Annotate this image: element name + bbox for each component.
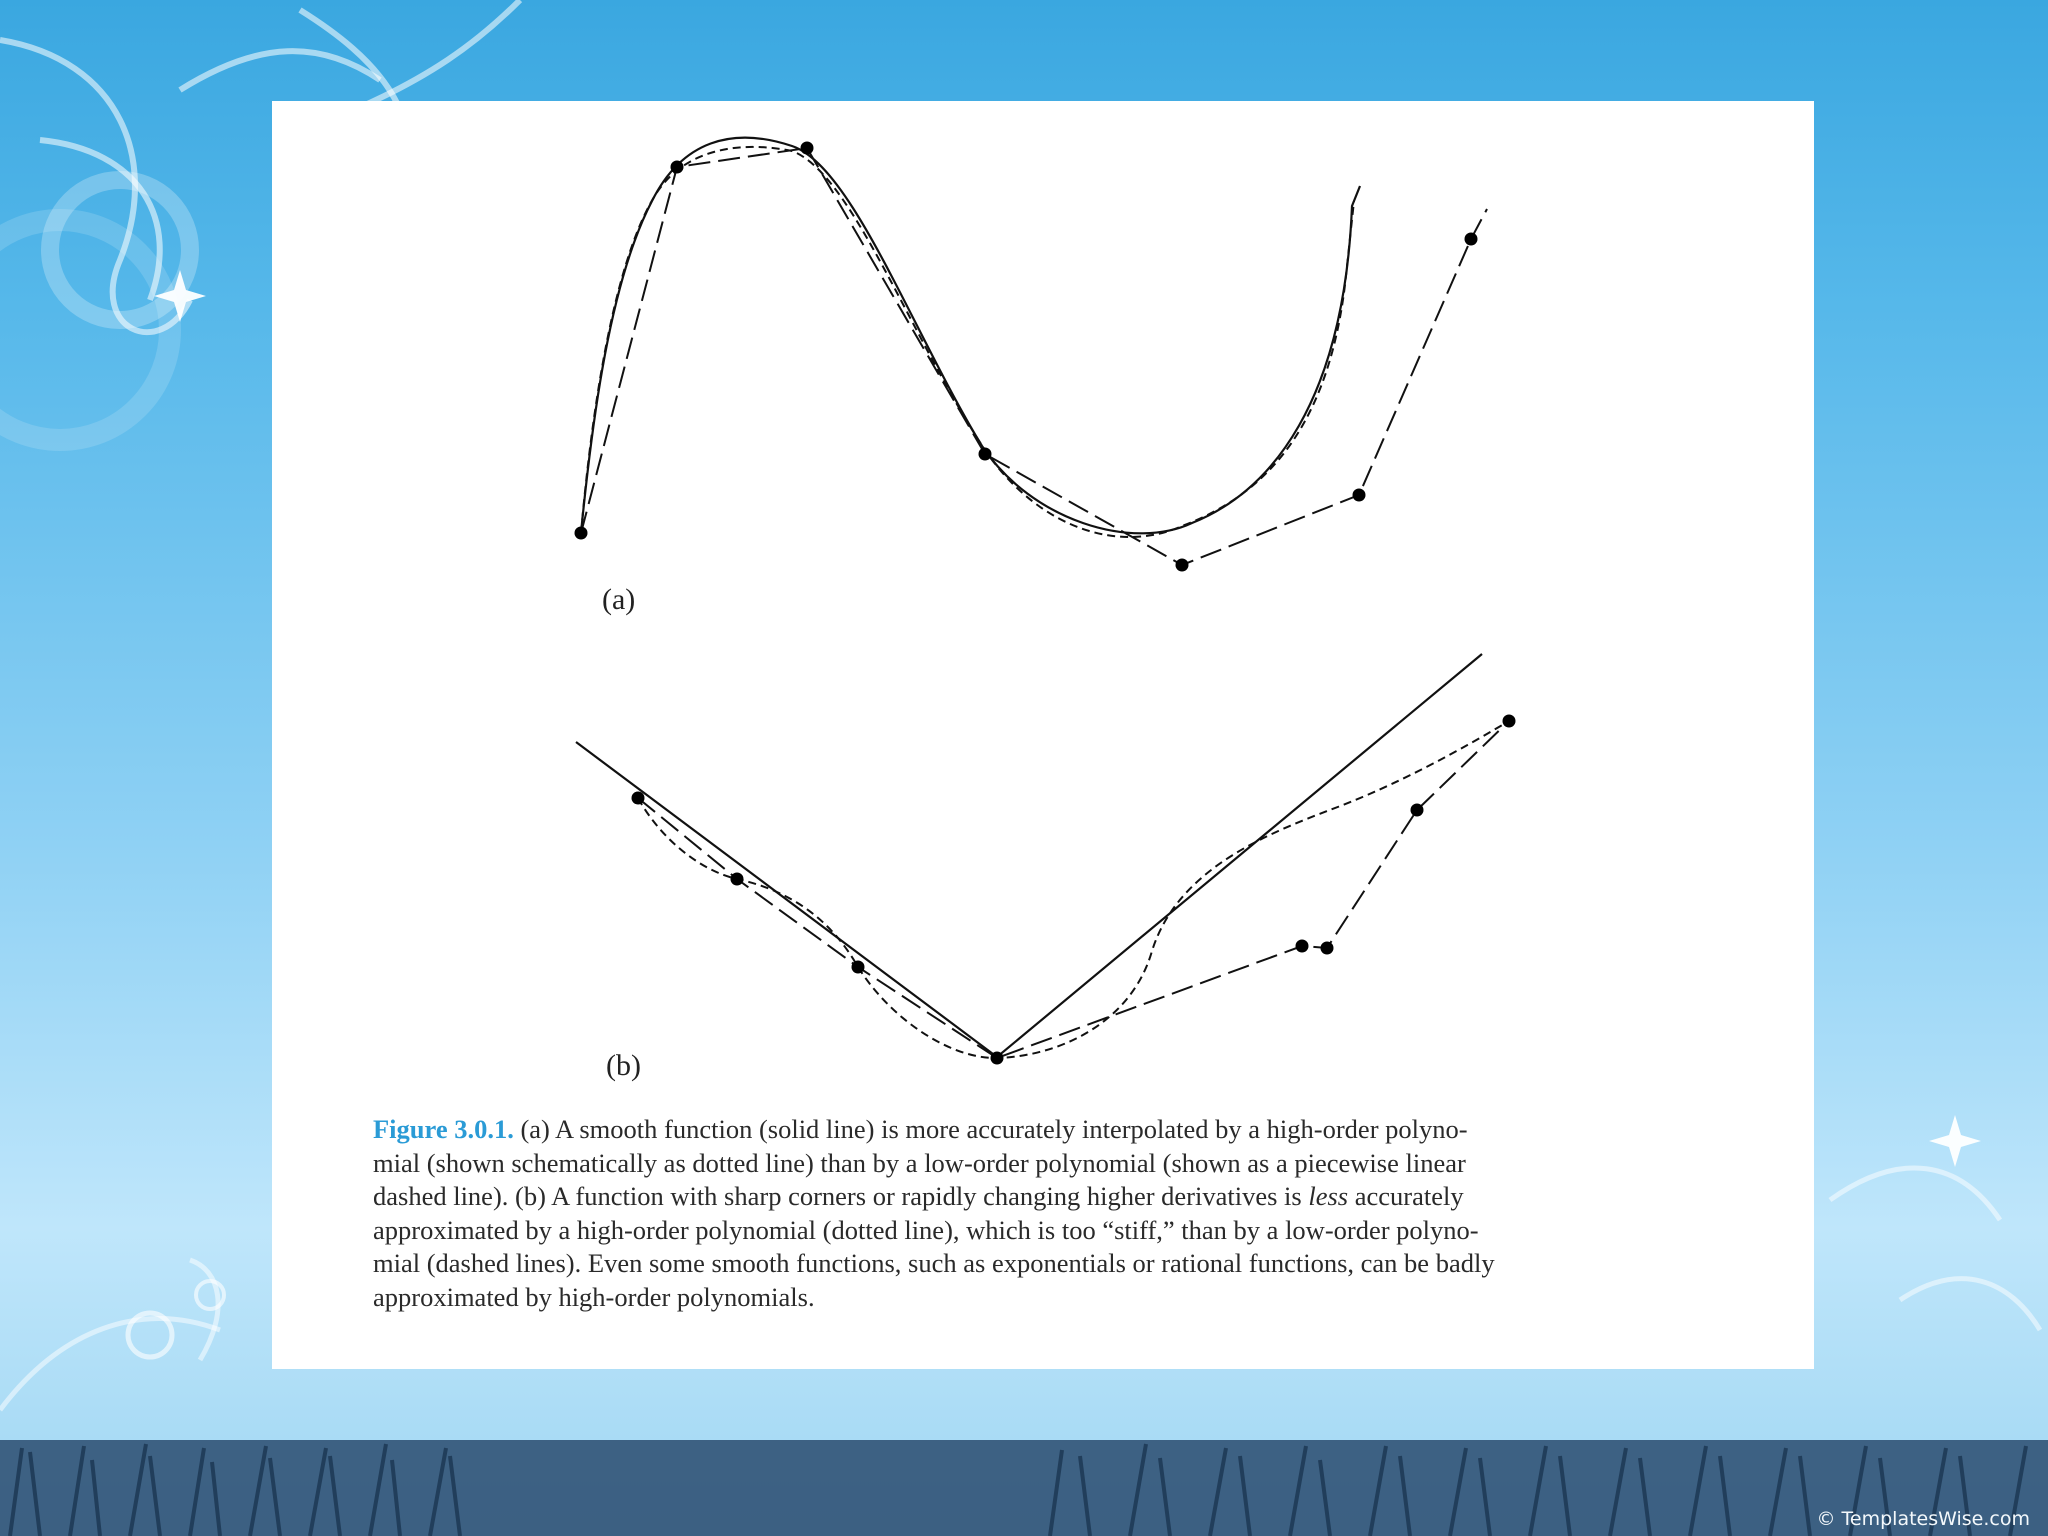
caption-text: (a) A smooth function (solid line) is more accurately interpolated by a high-order polyno- — [513, 1114, 1468, 1144]
panel-b-node — [731, 873, 744, 886]
caption-text: dashed line). (b) A function with sharp corners or rapidly changing higher derivatives is — [373, 1181, 1309, 1211]
panel-a-nodes — [575, 142, 1478, 572]
caption-line — [373, 1113, 1713, 1147]
caption-line: mial (dashed lines). Even some smooth functions, such as exponentials or rational functions, can be badly — [373, 1248, 1495, 1278]
panel-a-diagram — [575, 138, 1488, 572]
panel-a-node — [801, 142, 814, 155]
panel-b-node — [1411, 804, 1424, 817]
watermark: © TemplatesWise.com — [1816, 1508, 2030, 1530]
panel-b-node — [1321, 942, 1334, 955]
panel-b-node — [852, 961, 865, 974]
caption-text: accurately — [1348, 1181, 1464, 1211]
figure-caption — [373, 1113, 1713, 1314]
caption-line: approximated by high-order polynomials. — [373, 1281, 815, 1312]
panel-b-node — [1296, 940, 1309, 953]
panel-b-node — [991, 1052, 1004, 1065]
panel-a-node — [979, 448, 992, 461]
panel-a-node — [671, 161, 684, 174]
panel-a-high-order-dotted-curve — [581, 147, 1354, 537]
panel-a-node — [1465, 233, 1478, 246]
panel-a-node — [575, 527, 588, 540]
figure-card — [272, 101, 1814, 1369]
caption-line: approximated by a high-order polynomial (dotted line), which is too “stiff,” than by a low-order polyno- — [373, 1214, 1479, 1245]
panel-b-diagram — [576, 654, 1516, 1065]
caption-emphasis: less — [1308, 1181, 1349, 1211]
panel-a-label: (a) — [602, 583, 636, 616]
panel-a-node — [1176, 559, 1189, 572]
panel-b-nodes — [632, 715, 1516, 1065]
panel-a-node — [1353, 489, 1366, 502]
panel-b-label: (b) — [606, 1049, 641, 1082]
panel-b-solid-function — [576, 654, 1482, 1057]
caption-line: mial (shown schematically as dotted line) than by a low-order polynomial (shown as a piecewise linear — [373, 1147, 1466, 1178]
figure-number: Figure 3.0.1. — [373, 1114, 514, 1144]
panel-b-linear-dashed-lines — [638, 721, 1509, 1058]
panel-b-high-order-dotted-curve — [638, 721, 1509, 1058]
panel-b-node — [632, 792, 645, 805]
caption-line — [373, 1180, 1713, 1214]
panel-a-smooth-solid-curve — [581, 138, 1360, 534]
panel-b-node — [1503, 715, 1516, 728]
